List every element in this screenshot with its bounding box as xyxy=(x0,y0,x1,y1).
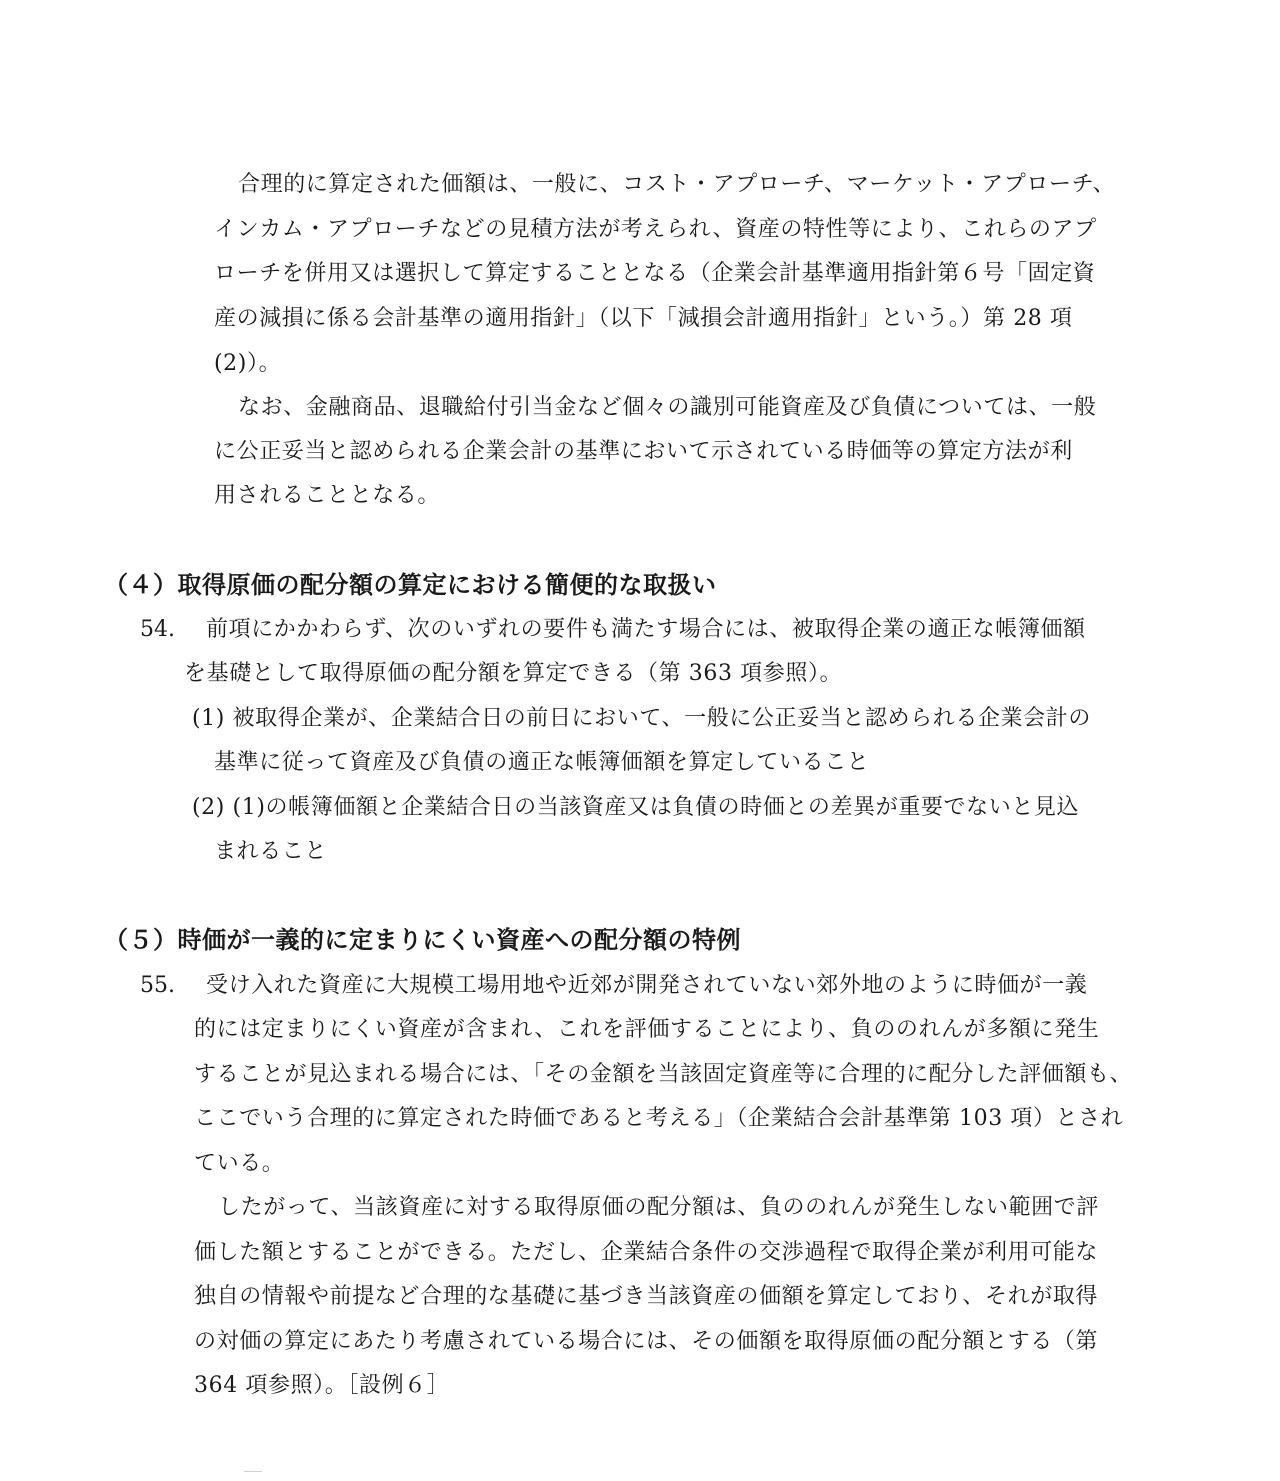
body-text-line: ローチを併用又は選択して算定することとなる（企業会計基準適用指針第６号「固定資 xyxy=(214,261,1096,286)
body-text-line: 独自の情報や前提など合理的な基礎に基づき当該資産の価額を算定しており、それが取得 xyxy=(194,1284,1099,1309)
section-heading: （４）取得原価の配分額の算定における簡便的な取扱い xyxy=(104,571,717,599)
body-text-line: (2)）。 xyxy=(214,351,282,376)
body-text-line: ここでいう合理的に算定された時価であると考える」（企業結合会計基準第 103 項）とされ xyxy=(194,1106,1124,1131)
body-text-line: 用されることとなる。 xyxy=(214,483,441,508)
body-text-line: に公正妥当と認められる企業会計の基準において示されている時価等の算定方法が利 xyxy=(214,439,1073,464)
body-text-line: 的には定まりにくい資産が含まれ、これを評価することにより、負ののれんが多額に発生 xyxy=(194,1017,1100,1042)
list-item-line: 基準に従って資産及び負債の適正な帳簿価額を算定していること xyxy=(214,750,870,775)
body-text-line: 合理的に算定された価額は、一般に、コスト・アプローチ、マーケット・アプローチ、 xyxy=(238,172,1116,197)
body-text-line: 前項にかかわらず、次のいずれの要件も満たす場合には、被取得企業の適正な帳簿価額 xyxy=(206,617,1086,642)
body-text-line: ている。 xyxy=(194,1151,285,1176)
body-text-line: 価した額とすることができる。ただし、企業結合条件の交渉過程で取得企業が利用可能な xyxy=(194,1240,1099,1265)
cut-off-text-marks xyxy=(190,1465,550,1472)
section-heading: （５）時価が一義的に定まりにくい資産への配分額の特例 xyxy=(104,926,741,954)
list-item-line: まれること xyxy=(214,839,328,864)
paragraph-number: 54. xyxy=(140,617,175,642)
cut-off-text-fragment xyxy=(190,1458,550,1472)
body-text-line: 産の減損に係る会計基準の適用指針」（以下「減損会計適用指針」という。）第 28 項 xyxy=(214,306,1073,331)
body-text-line: インカム・アプローチなどの見積方法が考えられ、資産の特性等により、これらのアプ xyxy=(214,217,1097,242)
body-text-line: を基礎として取得原価の配分額を算定できる（第 363 項参照）。 xyxy=(184,661,843,686)
body-text-line: なお、金融商品、退職給付引当金など個々の識別可能資産及び負債については、一般 xyxy=(238,395,1097,420)
body-text-line: したがって、当該資産に対する取得原価の配分額は、負ののれんが発生しない範囲で評 xyxy=(218,1195,1099,1220)
body-text-line: することが見込まれる場合には、「その金額を当該固定資産等に合理的に配分した評価額も、 xyxy=(194,1062,1133,1087)
paragraph-number: 55. xyxy=(140,973,175,998)
body-text-line: 受け入れた資産に大規模工場用地や近郊が開発されていない郊外地のように時価が一義 xyxy=(206,973,1088,998)
list-item-line: (1) 被取得企業が、企業結合日の前日において、一般に公正妥当と認められる企業会計の xyxy=(192,706,1091,731)
list-item-line: (2) (1)の帳簿価額と企業結合日の当該資産又は負債の時価との差異が重要でないと見込 xyxy=(192,795,1080,820)
body-text-line: の対価の算定にあたり考慮されている場合には、その価額を取得原価の配分額とする（第 xyxy=(194,1329,1099,1354)
body-text-line: 364 項参照）。［設例６］ xyxy=(194,1373,450,1398)
